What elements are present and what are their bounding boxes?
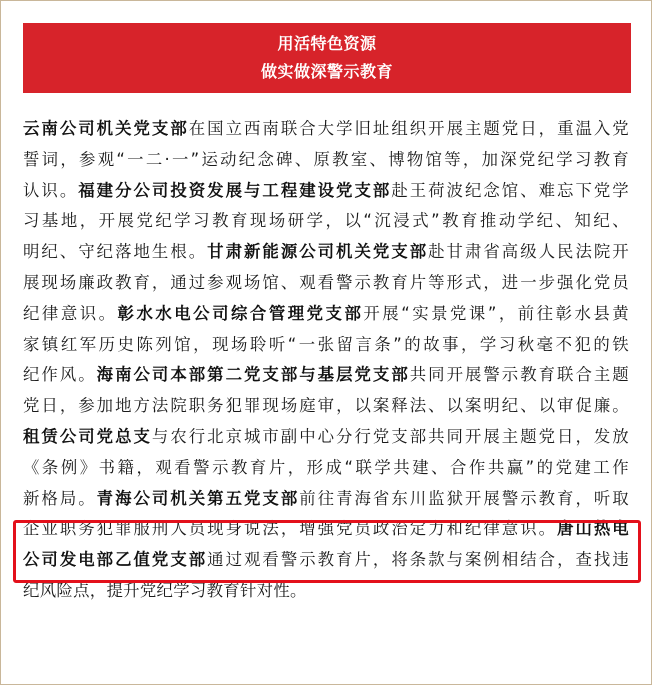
text-line [23, 360, 635, 391]
text-line [23, 453, 635, 484]
body-text: 展现场廉政教育，通过参观场馆、观看警示教育片等形式，进一步强化党员 [23, 272, 631, 292]
body-text: 纪律意识。 [23, 303, 118, 323]
body-text: 赴王荷波纪念馆、难忘下党学 [391, 180, 631, 200]
branch-name-bold: 公司发电部乙值党支部 [23, 550, 208, 570]
branch-name-bold: 唐山热电 [557, 519, 631, 539]
body-text: 赴甘肃省高级人民法院开 [428, 242, 631, 262]
highlight-annotation-box [13, 520, 641, 583]
body-text: 《条例》书籍，观看警示教育片，形成“联学共建、合作共赢”的党建工作 [23, 457, 632, 477]
branch-name-bold: 租赁公司党总支 [23, 426, 152, 446]
text-line [23, 206, 635, 237]
text-line [23, 176, 635, 207]
body-text: 在国立西南联合大学旧址组织开展主题党日，重温入党 [188, 119, 631, 138]
branch-name-bold: 云南公司机关党支部 [23, 119, 189, 138]
body-text: 企业职务犯罪服刑人员现身说法，增强党员政治定力和纪律意识。 [23, 519, 558, 539]
body-text: 纪作风。 [23, 365, 97, 385]
text-line [23, 268, 635, 299]
branch-name-bold: 甘肃新能源公司机关党支部 [207, 242, 429, 262]
body-text: 新格局。 [23, 488, 97, 508]
text-line [23, 330, 635, 361]
text-line [23, 237, 635, 268]
banner-title-line-2: 做实做深警示教育 [260, 62, 393, 81]
branch-name-bold: 福建分公司投资发展与工程建设党支部 [78, 180, 392, 200]
body-text: 党日，参加地方法院职务犯罪现场庭审，以案释法、以案明纪、以审促廉。 [23, 396, 631, 416]
text-line [23, 114, 635, 145]
body-text: 纪风险点，提升党纪学习教育针对性。 [23, 580, 307, 600]
body-text: 家镇红军历史陈列馆，现场聆听“一张留言条”的故事，学习秋毫不犯的铁 [23, 334, 632, 354]
banner-title-line-1: 用活特色资源 [277, 34, 377, 53]
text-line [23, 422, 635, 453]
branch-name-bold: 彰水水电公司综合管理党支部 [117, 303, 364, 323]
text-line [23, 145, 635, 176]
body-text: 认识。 [23, 180, 79, 200]
body-text: 习基地，开展党纪学习教育现场研学，以“沉浸式”教育推动学纪、知纪、 [23, 211, 632, 231]
body-text: 与农行北京城市副中心分行党支部共同开展主题党日，发放 [151, 426, 631, 446]
text-line [23, 391, 635, 422]
text-line [23, 484, 635, 515]
branch-name-bold: 海南公司本部第二党支部与基层党支部 [96, 365, 410, 385]
body-text: 开展“实景党课”，前往彰水县黄 [363, 303, 632, 323]
body-text: 前往青海省东川监狱开展警示教育，听取 [299, 488, 631, 508]
body-text: 誓词，参观“一二·一”运动纪念碑、原教室、博物馆等，加深党纪学习教育 [23, 149, 631, 169]
text-line [23, 299, 635, 330]
body-text: 明纪、守纪落地生根。 [23, 242, 208, 262]
body-text: 通过观看警示教育片，将条款与案例相结合，查找违 [207, 550, 631, 570]
body-text: 共同开展警示教育联合主题 [409, 365, 631, 385]
branch-name-bold: 青海公司机关第五党支部 [96, 488, 300, 508]
section-title-banner [23, 23, 631, 93]
